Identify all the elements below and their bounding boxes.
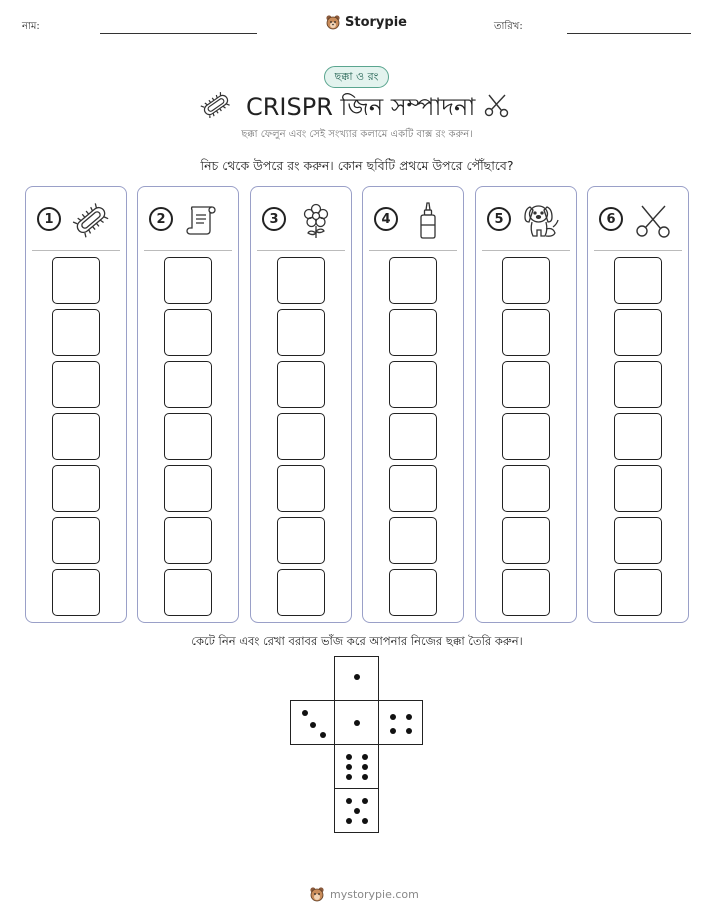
color-box[interactable] — [614, 569, 662, 616]
die-pip — [362, 798, 368, 804]
color-box[interactable] — [389, 517, 437, 564]
color-box[interactable] — [389, 257, 437, 304]
die-face-center — [334, 700, 379, 745]
column-3 — [250, 186, 352, 623]
die-pip — [346, 764, 352, 770]
die-pip — [362, 754, 368, 760]
color-box[interactable] — [502, 465, 550, 512]
column-4 — [362, 186, 464, 623]
color-box[interactable] — [164, 413, 212, 460]
die-pip — [346, 798, 352, 804]
color-box[interactable] — [277, 465, 325, 512]
color-box[interactable] — [277, 309, 325, 356]
die-face-left — [290, 700, 335, 745]
die-face-right — [378, 700, 423, 745]
color-box[interactable] — [164, 465, 212, 512]
date-label: তারিখ: — [494, 21, 523, 32]
color-box[interactable] — [164, 517, 212, 564]
die-face-top — [334, 656, 379, 701]
bacterium-icon — [70, 199, 112, 241]
color-box[interactable] — [502, 569, 550, 616]
column-separator — [482, 250, 570, 251]
die-pip — [406, 728, 412, 734]
die-pip — [346, 754, 352, 760]
dropper-bottle-icon — [407, 199, 449, 241]
column-number: 2 — [149, 207, 173, 231]
color-box[interactable] — [614, 517, 662, 564]
color-box[interactable] — [52, 257, 100, 304]
column-1 — [25, 186, 127, 623]
color-box[interactable] — [52, 517, 100, 564]
scissors-icon — [483, 91, 511, 119]
color-box[interactable] — [502, 413, 550, 460]
column-number: 4 — [374, 207, 398, 231]
column-number: 5 — [487, 207, 511, 231]
color-box[interactable] — [614, 413, 662, 460]
column-6 — [587, 186, 689, 623]
page-title: CRISPR জিন সম্পাদনা — [246, 93, 476, 121]
die-pip — [390, 728, 396, 734]
brand-logo — [325, 14, 407, 30]
date-line[interactable] — [567, 33, 691, 34]
die-pip — [362, 764, 368, 770]
column-separator — [594, 250, 682, 251]
color-box[interactable] — [502, 309, 550, 356]
color-box[interactable] — [502, 517, 550, 564]
die-pip — [310, 722, 316, 728]
die-pip — [362, 818, 368, 824]
footer-url[interactable]: mystorypie.com — [330, 887, 419, 901]
die-pip — [362, 774, 368, 780]
die-pip — [354, 674, 360, 680]
column-number: 6 — [599, 207, 623, 231]
dice-instruction: কেটে নিন এবং রেখা বরাবর ভাঁজ করে আপনার নিজের ছক্কা তৈরি করুন। — [191, 634, 523, 648]
column-5 — [475, 186, 577, 623]
color-box[interactable] — [164, 569, 212, 616]
color-box[interactable] — [52, 569, 100, 616]
color-box[interactable] — [164, 361, 212, 408]
puppy-icon — [520, 199, 562, 241]
column-number: 3 — [262, 207, 286, 231]
die-pip — [354, 808, 360, 814]
game-type-badge: ছক্কা ও রং — [324, 66, 389, 88]
bacterium-icon — [200, 92, 232, 118]
color-box[interactable] — [389, 413, 437, 460]
color-box[interactable] — [389, 465, 437, 512]
column-separator — [257, 250, 345, 251]
die-face-lower — [334, 744, 379, 789]
scissors-icon — [632, 199, 674, 241]
die-pip — [302, 710, 308, 716]
color-box[interactable] — [614, 361, 662, 408]
color-box[interactable] — [277, 517, 325, 564]
name-line[interactable] — [100, 33, 257, 34]
die-pip — [320, 732, 326, 738]
instruction: নিচ থেকে উপরে রং করুন। কোন ছবিটি প্রথমে উপরে পৌঁছাবে? — [200, 158, 514, 173]
die-pip — [390, 714, 396, 720]
color-box[interactable] — [52, 309, 100, 356]
color-box[interactable] — [502, 257, 550, 304]
column-separator — [32, 250, 120, 251]
column-number: 1 — [37, 207, 61, 231]
color-box[interactable] — [614, 465, 662, 512]
color-box[interactable] — [52, 465, 100, 512]
scroll-icon — [182, 199, 224, 241]
color-box[interactable] — [277, 413, 325, 460]
footer — [309, 886, 419, 902]
color-box[interactable] — [614, 257, 662, 304]
color-box[interactable] — [389, 569, 437, 616]
column-separator — [369, 250, 457, 251]
color-box[interactable] — [164, 257, 212, 304]
color-box[interactable] — [52, 361, 100, 408]
color-box[interactable] — [277, 569, 325, 616]
die-pip — [346, 774, 352, 780]
brand-name: Storypie — [345, 14, 407, 30]
die-face-bottom — [334, 788, 379, 833]
color-box[interactable] — [164, 309, 212, 356]
color-box[interactable] — [502, 361, 550, 408]
flower-icon — [295, 199, 337, 241]
column-2 — [137, 186, 239, 623]
color-box[interactable] — [52, 413, 100, 460]
name-label: নাম: — [22, 21, 40, 32]
die-pip — [346, 818, 352, 824]
subtitle: ছক্কা ফেলুন এবং সেই সংখ্যার কলামে একটি বাক্স রং করুন। — [241, 129, 473, 140]
die-pip — [406, 714, 412, 720]
mascot-icon — [325, 14, 341, 30]
mascot-icon — [309, 886, 325, 902]
color-box[interactable] — [389, 361, 437, 408]
color-box[interactable] — [389, 309, 437, 356]
color-box[interactable] — [614, 309, 662, 356]
color-box[interactable] — [277, 257, 325, 304]
die-pip — [354, 720, 360, 726]
column-separator — [144, 250, 232, 251]
color-box[interactable] — [277, 361, 325, 408]
